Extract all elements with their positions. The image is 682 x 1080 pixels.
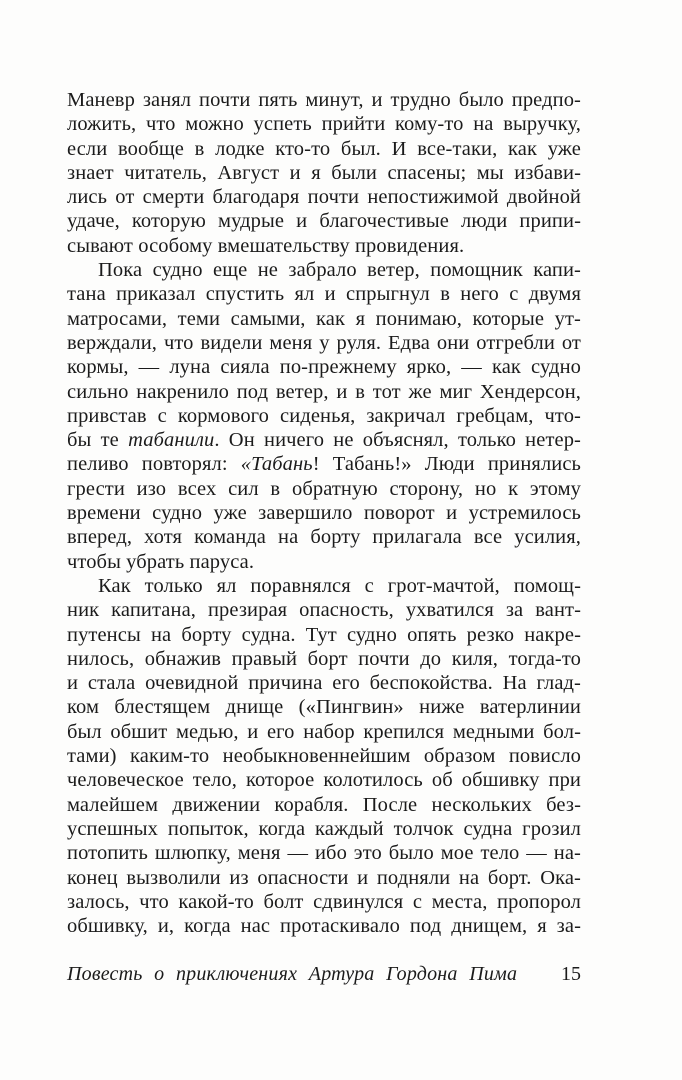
text-line: лись от смерти благодаря почти непостижимой двойной [67,186,581,209]
text-line: удаче, которую мудрые и благочестивые люди припи- [67,210,581,233]
page-footer [67,961,581,987]
text-line: бы те табанили. Он ничего не объяснял, только нетер- [67,429,581,452]
text-line: потопить шлюпку, меня — ибо это было мое тело — на- [67,842,581,865]
text-line: вперед, хотя команда на борту прилагала все усилия, [67,526,581,549]
text-line: кормы, — луна сияла по-прежнему ярко, — как судно [67,356,581,379]
text-line: ник капитана, презирая опасность, ухватился за вант- [67,599,581,622]
page-text [67,88,581,938]
running-title: Повесть о приключениях Артура Гордона Пима [67,963,518,985]
text-line: тами) каким-то необыкновеннейшим образом повисло [67,745,581,768]
text-line: сывают особому вмешательству провидения. [67,234,465,257]
text-line: если вообще в лодке кто-то был. И все-таки, как уже [67,137,581,160]
text-line: матросами, теми самыми, как я понимаю, которые ут- [67,307,581,330]
text-line: знает читатель, Август и я были спасены; мы избави- [67,161,581,184]
text-line: верждали, что видели меня у руля. Едва они отгребли от [67,331,581,354]
text-line: обшивку, и, когда нас протаскивало под днищем, я за- [67,915,581,938]
text-line: тана приказал спустить ял и спрыгнул в него с двумя [67,283,581,306]
text-line: привстав с кормового сиденья, закричал гребцам, что- [67,404,581,427]
text-line: времени судно уже завершило поворот и устремилось [67,502,581,525]
text-line: конец вызволили из опасности и подняли на борт. Ока- [67,866,581,889]
text-line: был обшит медью, и его набор крепился медными бол- [67,720,581,743]
text-line: ложить, что можно успеть прийти кому-то на выручку, [67,113,581,136]
text-line: Пока судно еще не забрало ветер, помощник капи- [98,259,581,282]
text-line: Как только ял поравнялся с грот-мачтой, помощ- [98,574,581,597]
text-line: успешных попыток, когда каждый толчок судна грозил [67,817,581,840]
text-line: Маневр занял почти пять минут, и трудно было предпо- [67,89,581,111]
text-line: пеливо повторял: «Табань! Табань!» Люди принялись [67,453,581,476]
text-line: чтобы убрать паруса. [67,550,255,573]
text-line: залось, что какой-то болт сдвинулся с места, пропорол [67,890,581,913]
text-line: грести изо всех сил в обратную сторону, но к этому [67,477,581,500]
text-line: малейшем движении корабля. После нескольких без- [67,793,581,816]
text-line: сильно накренило под ветер, и в тот же миг Хендерсон, [67,380,581,403]
text-line: человеческое тело, которое колотилось об обшивку при [67,769,581,792]
page-number: 15 [561,963,581,985]
text-line: нилось, обнажив правый борт почти до киля, тогда-то [67,647,581,670]
text-line: и стала очевидной причина его беспокойства. На глад- [67,672,581,695]
text-line: ком блестящем днище («Пингвин» ниже ватерлинии [67,696,581,719]
text-line: путенсы на борту судна. Тут судно опять резко накре- [67,623,581,646]
